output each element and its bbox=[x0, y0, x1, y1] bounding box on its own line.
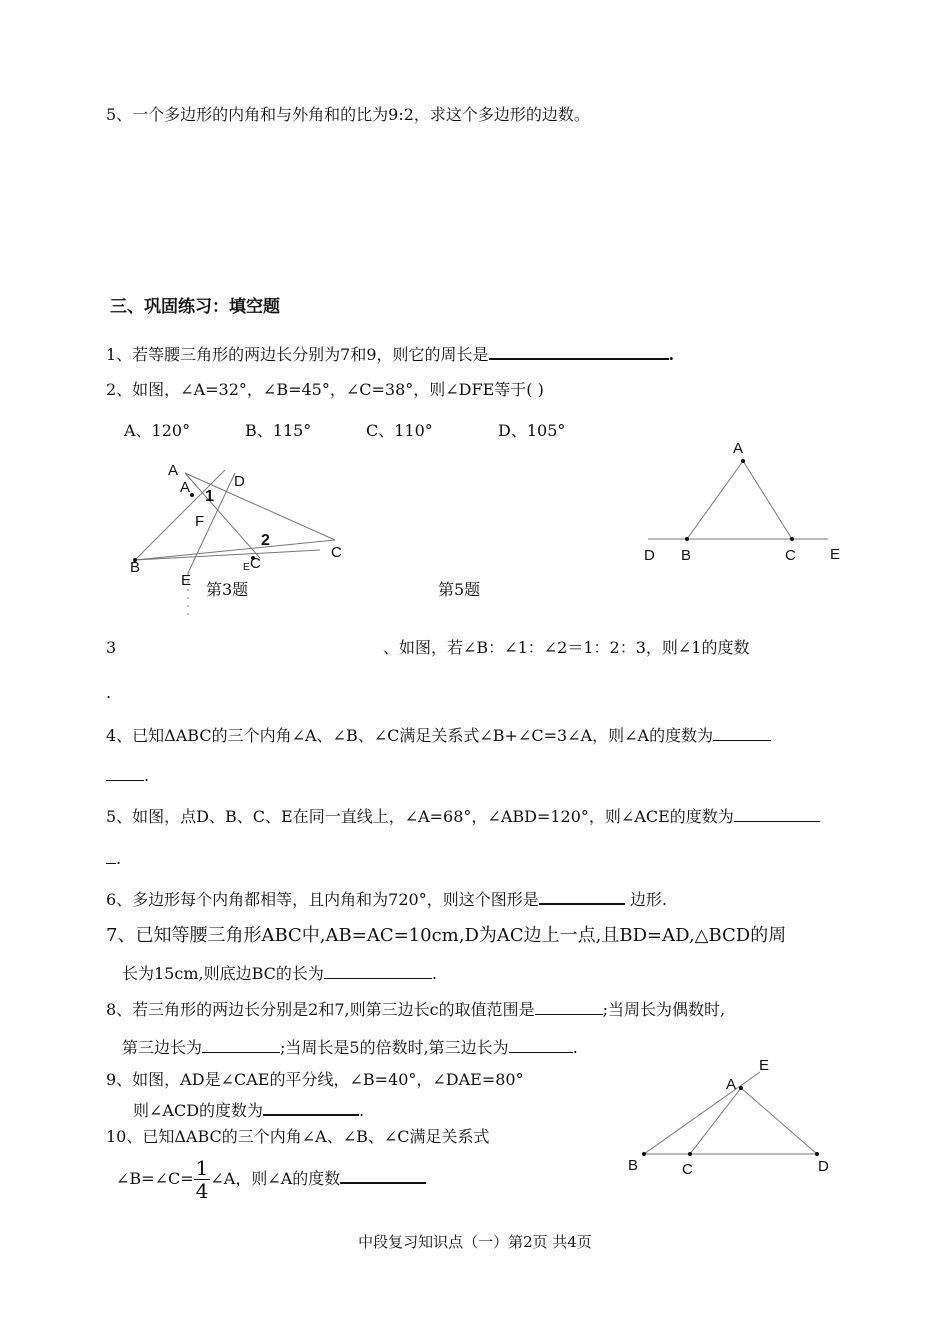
question-9-line2 bbox=[133, 1098, 364, 1121]
question-4-end: . bbox=[144, 766, 150, 785]
label-b: B bbox=[130, 559, 141, 576]
label-a: A bbox=[726, 1076, 737, 1093]
question-7-end: . bbox=[431, 964, 437, 983]
fraction-one-quarter bbox=[194, 1157, 211, 1202]
question-4 bbox=[106, 724, 771, 746]
label-angle-2: 2 bbox=[261, 532, 270, 549]
point-a bbox=[741, 459, 745, 463]
question-7-text-2: 长为15cm,则底边BC的长为 bbox=[122, 964, 324, 983]
point-c bbox=[790, 537, 794, 541]
label-d: D bbox=[644, 547, 655, 564]
label-a: A bbox=[733, 440, 744, 457]
question-3-number: 3 bbox=[106, 638, 117, 657]
question-1-end: . bbox=[668, 345, 675, 364]
question-9-text-2: 则∠ACD的度数为 bbox=[133, 1101, 264, 1120]
point-b bbox=[685, 537, 689, 541]
figure-5 bbox=[636, 432, 856, 572]
answer-blank-4-cont[interactable] bbox=[106, 764, 144, 781]
question-6-end: 边形. bbox=[629, 890, 667, 909]
label-c: C bbox=[682, 1161, 693, 1178]
question-10-text-b: ∠A，则∠A的度数 bbox=[210, 1169, 341, 1188]
point-c bbox=[688, 1152, 692, 1156]
question-8-text-b: ;当周长为偶数时, bbox=[602, 1000, 726, 1019]
label-f: F bbox=[195, 513, 205, 530]
question-5 bbox=[106, 805, 820, 827]
option-b: B、115° bbox=[245, 421, 312, 440]
answer-blank-7[interactable] bbox=[324, 962, 432, 979]
answer-blank-5-cont[interactable] bbox=[106, 847, 116, 864]
label-c-inner: C bbox=[250, 555, 261, 572]
option-a: A、120° bbox=[124, 421, 191, 440]
question-3-text: 、如图，若∠B：∠1：∠2＝1：2：3，则∠1的度数 bbox=[383, 638, 750, 657]
question-3-dot: . bbox=[106, 683, 112, 702]
question-6-text: 6、多边形每个内角都相等，且内角和为720°，则这个图形是 bbox=[106, 890, 539, 909]
answer-blank-5[interactable] bbox=[734, 805, 820, 822]
label-e-small: E bbox=[243, 562, 250, 573]
line-a-d bbox=[741, 1088, 817, 1154]
question-4-line2 bbox=[106, 764, 149, 786]
point-a bbox=[739, 1086, 743, 1090]
question-9-end: . bbox=[359, 1101, 365, 1120]
question-1 bbox=[106, 342, 674, 365]
line-b-e bbox=[644, 1072, 760, 1154]
page-footer: 中段复习知识点（一）第2页 共4页 bbox=[358, 1233, 592, 1251]
question-5-end: . bbox=[116, 849, 122, 868]
line-a-b bbox=[687, 461, 743, 539]
label-c: C bbox=[785, 547, 796, 564]
question-8-end: . bbox=[572, 1038, 578, 1057]
question-8-text: 8、若三角形的两边长分别是2和7,则第三边长c的取值范围是 bbox=[106, 1000, 535, 1019]
label-b: B bbox=[681, 547, 692, 564]
fraction-denominator: 4 bbox=[195, 1179, 209, 1203]
question-10-line2 bbox=[116, 1156, 426, 1202]
fraction-numerator: 1 bbox=[195, 1156, 209, 1180]
line-a-c bbox=[743, 461, 792, 539]
answer-blank-6[interactable] bbox=[539, 887, 625, 905]
question-8-text-c: 第三边长为 bbox=[122, 1038, 203, 1057]
label-e: E bbox=[181, 572, 192, 589]
question-4-text: 4、已知ΔABC的三个内角∠A、∠B、∠C满足关系式∠B+∠C=3∠A，则∠A的度数为 bbox=[106, 726, 714, 745]
question-1-text: 1、若等腰三角形的两边长分别为7和9，则它的周长是 bbox=[106, 345, 489, 364]
point-d bbox=[815, 1152, 819, 1156]
question-5-line2 bbox=[106, 847, 121, 869]
answer-blank-10[interactable] bbox=[340, 1166, 426, 1184]
question-7-text: 7、已知等腰三角形ABC中,AB=AC=10cm,D为AC边上一点,且BD=AD,△BCD的周 bbox=[106, 925, 787, 946]
label-d: D bbox=[818, 1158, 829, 1175]
problem-5-text: 5、一个多边形的内角和与外角和的比为9:2，求这个多边形的边数。 bbox=[106, 105, 590, 124]
option-c: C、110° bbox=[366, 421, 433, 440]
point-a bbox=[190, 493, 194, 497]
answer-blank-4[interactable] bbox=[713, 724, 771, 741]
question-8-text-d: ;当周长是5的倍数时,第三边长为 bbox=[280, 1038, 509, 1057]
point-b bbox=[642, 1152, 646, 1156]
section-title: 三、巩固练习：填空题 bbox=[110, 297, 280, 317]
question-7-line2 bbox=[122, 962, 437, 984]
label-e: E bbox=[830, 546, 841, 563]
answer-blank-9[interactable] bbox=[263, 1098, 359, 1116]
label-angle-1: 1 bbox=[205, 488, 214, 505]
figure-5-caption: 第5题 bbox=[438, 580, 481, 599]
question-2-text: 2、如图，∠A=32°，∠B=45°，∠C=38°，则∠DFE等于( ) bbox=[106, 380, 544, 399]
figure-9 bbox=[620, 1048, 850, 1178]
label-c: C bbox=[331, 544, 342, 561]
question-5-text: 5、如图，点D、B、C、E在同一直线上，∠A=68°，∠ABD=120°，则∠ACE的度数为 bbox=[106, 807, 734, 826]
answer-blank-8-five[interactable] bbox=[509, 1036, 573, 1053]
option-d: D、105° bbox=[498, 421, 566, 440]
question-9-text: 9、如图，AD是∠CAE的平分线，∠B=40°，∠DAE=80° bbox=[106, 1070, 524, 1089]
question-10-text: 10、已知ΔABC的三个内角∠A、∠B、∠C满足关系式 bbox=[106, 1127, 490, 1146]
label-d: D bbox=[234, 473, 245, 490]
line-b-c bbox=[135, 540, 335, 560]
label-b: B bbox=[628, 1157, 639, 1174]
question-8 bbox=[106, 998, 725, 1020]
label-a-inner: A bbox=[180, 479, 191, 496]
question-8-line2 bbox=[122, 1036, 578, 1058]
label-e: E bbox=[759, 1057, 770, 1074]
line-a-c bbox=[185, 473, 335, 540]
question-6 bbox=[106, 887, 667, 910]
line-a-c bbox=[690, 1088, 741, 1154]
question-10-text-a: ∠B=∠C= bbox=[116, 1169, 194, 1188]
line-b-extend bbox=[135, 550, 320, 560]
answer-blank-1[interactable] bbox=[489, 342, 669, 360]
figure-3-caption: 第3题 bbox=[206, 580, 249, 599]
answer-blank-8-even[interactable] bbox=[202, 1036, 280, 1053]
label-a-outer: A bbox=[168, 462, 179, 479]
answer-blank-8-range[interactable] bbox=[535, 998, 603, 1015]
